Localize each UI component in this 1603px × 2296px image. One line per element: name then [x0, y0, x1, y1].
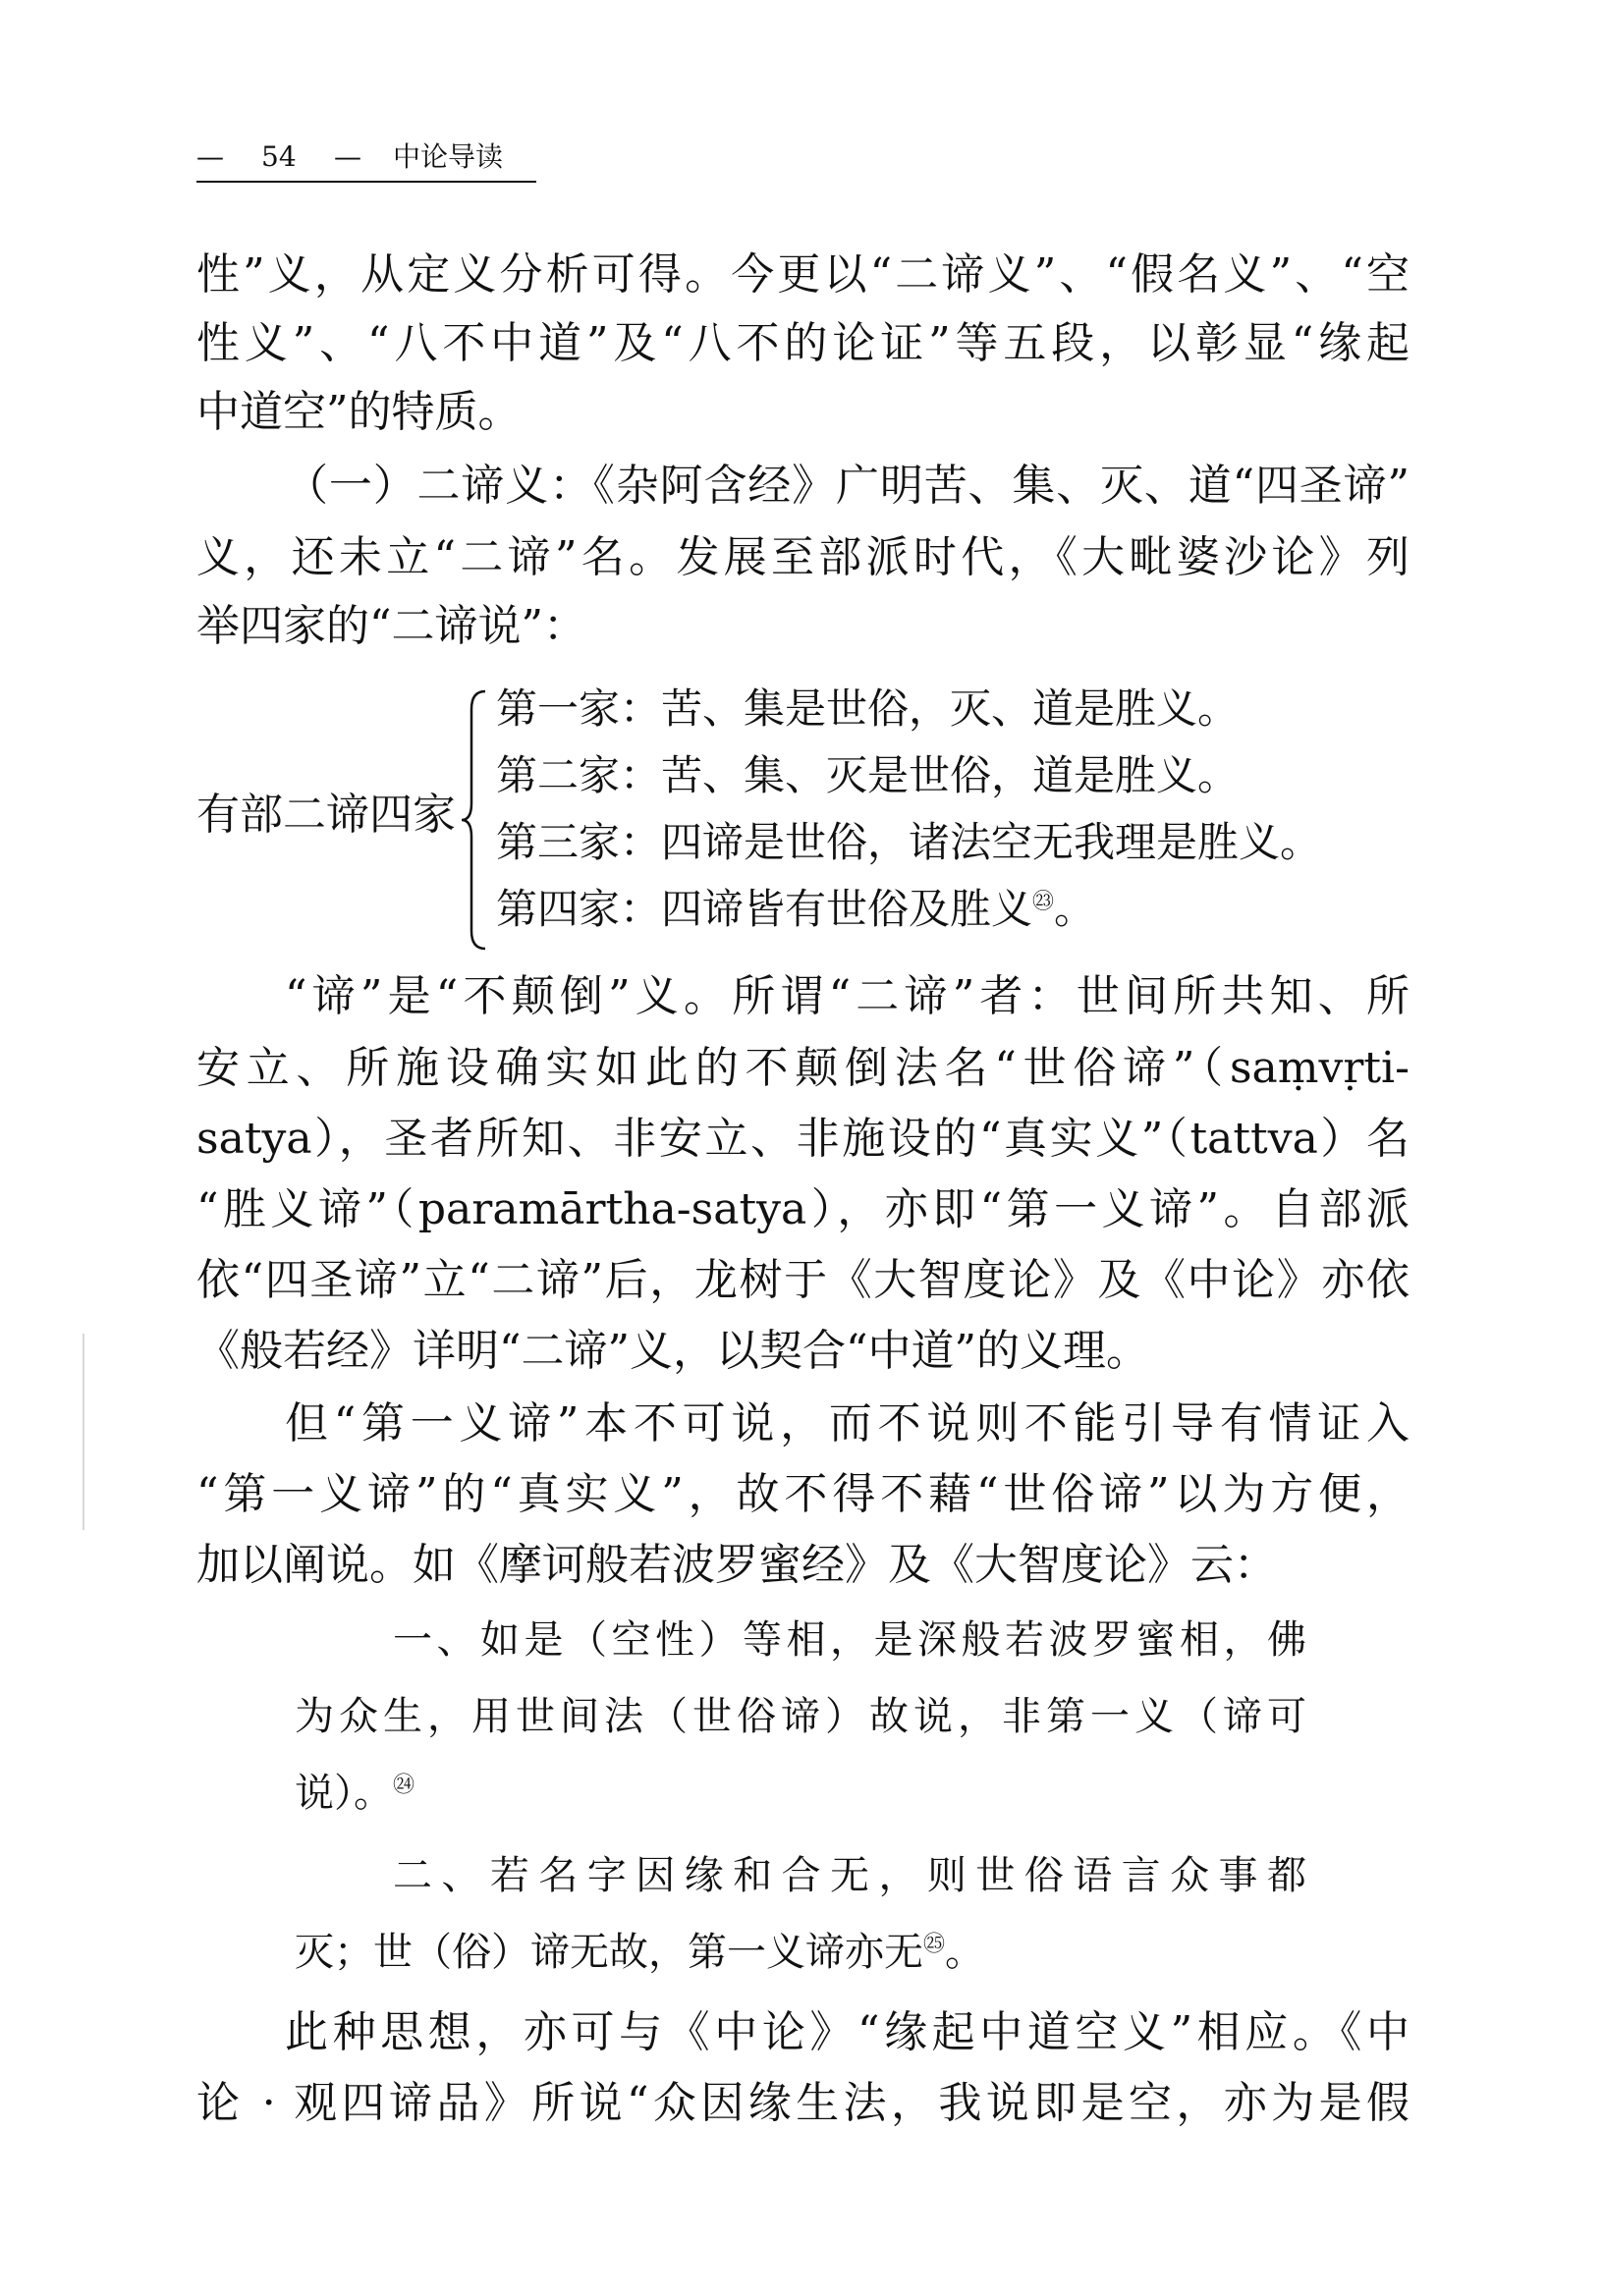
text-line: 安立、所施设确实如此的不颠倒法名“世俗谛”（saṃvṛti- — [196, 1043, 1410, 1093]
page-number: 54 — [261, 140, 297, 173]
text-line: 性义”、“八不中道”及“八不的论证”等五段，以彰显“缘起 — [196, 318, 1410, 368]
running-header — [196, 137, 550, 177]
quote-text: 灭；世（俗）谛无故，第一义谛亦无 — [295, 1930, 923, 1975]
table-row-end: 。 — [1054, 885, 1096, 933]
header-rule — [196, 181, 536, 183]
table-row: 第二家：苦、集、灭是世俗，道是胜义。 — [496, 751, 1240, 799]
text-line: （一）二谛义：《杂阿含经》广明苦、集、灭、道“四圣谛” — [285, 461, 1410, 511]
text-line: 加以阐说。如《摩诃般若波罗蜜经》及《大智度论》云： — [196, 1540, 1277, 1590]
text-line: 义，还未立“二谛”名。发展至部派时代，《大毗婆沙论》列 — [196, 532, 1410, 582]
text-line: 此种思想，亦可与《中论》“缘起中道空义”相应。《中 — [285, 2007, 1410, 2057]
text-line: “第一义谛”的“真实义”，故不得不藉“世俗谛”以为方便， — [196, 1469, 1410, 1519]
table-row: 第一家：苦、集是世俗，灭、道是胜义。 — [496, 684, 1240, 733]
footnote-mark: ㉓ — [1032, 890, 1055, 914]
margin-mark — [83, 1334, 84, 1530]
footnote-mark: ㉔ — [393, 1773, 415, 1798]
quote-text: 说）。 — [295, 1771, 393, 1816]
text-line: 举四家的“二谛说”： — [196, 601, 586, 651]
quote-end: 。 — [945, 1930, 985, 1975]
quote-line: 为众生，用世间法（世俗谛）故说，非第一义（谛可 — [295, 1694, 1306, 1739]
quote-line: 一、如是（空性）等相，是深般若波罗蜜相，佛 — [393, 1617, 1306, 1663]
header-dash-left: — — [196, 140, 224, 173]
table-label: 有部二谛四家 — [196, 790, 456, 840]
text-line: satya），圣者所知、非安立、非施设的“真实义”（tattva）名 — [196, 1114, 1410, 1164]
curly-brace-icon — [460, 687, 487, 953]
text-line: “谛”是“不颠倒”义。所谓“二谛”者：世间所共知、所 — [285, 971, 1410, 1021]
text-line: “胜义谛”（paramārtha-satya），亦即“第一义谛”。自部派 — [196, 1184, 1410, 1234]
quote-line — [295, 1923, 1179, 1984]
table-row-text: 第四家：四谛皆有世俗及胜义 — [496, 885, 1033, 933]
table-row — [496, 880, 1095, 939]
quote-line — [295, 1764, 589, 1825]
book-title: 中论导读 — [393, 140, 504, 173]
text-line: 依“四圣谛”立“二谛”后，龙树于《大智度论》及《中论》亦依 — [196, 1255, 1410, 1305]
footnote-mark: ㉕ — [923, 1932, 946, 1957]
header-dash-right: — — [334, 140, 361, 173]
text-line: 论 · 观四谛品》所说“众因缘生法，我说即是空，亦为是假 — [196, 2078, 1410, 2128]
quote-line: 二、若名字因缘和合无，则世俗语言众事都 — [393, 1853, 1306, 1898]
text-line: 性”义，从定义分析可得。今更以“二谛义”、“假名义”、“空 — [196, 249, 1410, 300]
text-line: 《般若经》详明“二谛”义，以契合“中道”的义理。 — [196, 1326, 1149, 1376]
text-line: 中道空”的特质。 — [196, 387, 522, 437]
text-line: 但“第一义谛”本不可说，而不说则不能引导有情证入 — [285, 1398, 1410, 1449]
table-row: 第三家：四谛是世俗，诸法空无我理是胜义。 — [496, 818, 1322, 866]
